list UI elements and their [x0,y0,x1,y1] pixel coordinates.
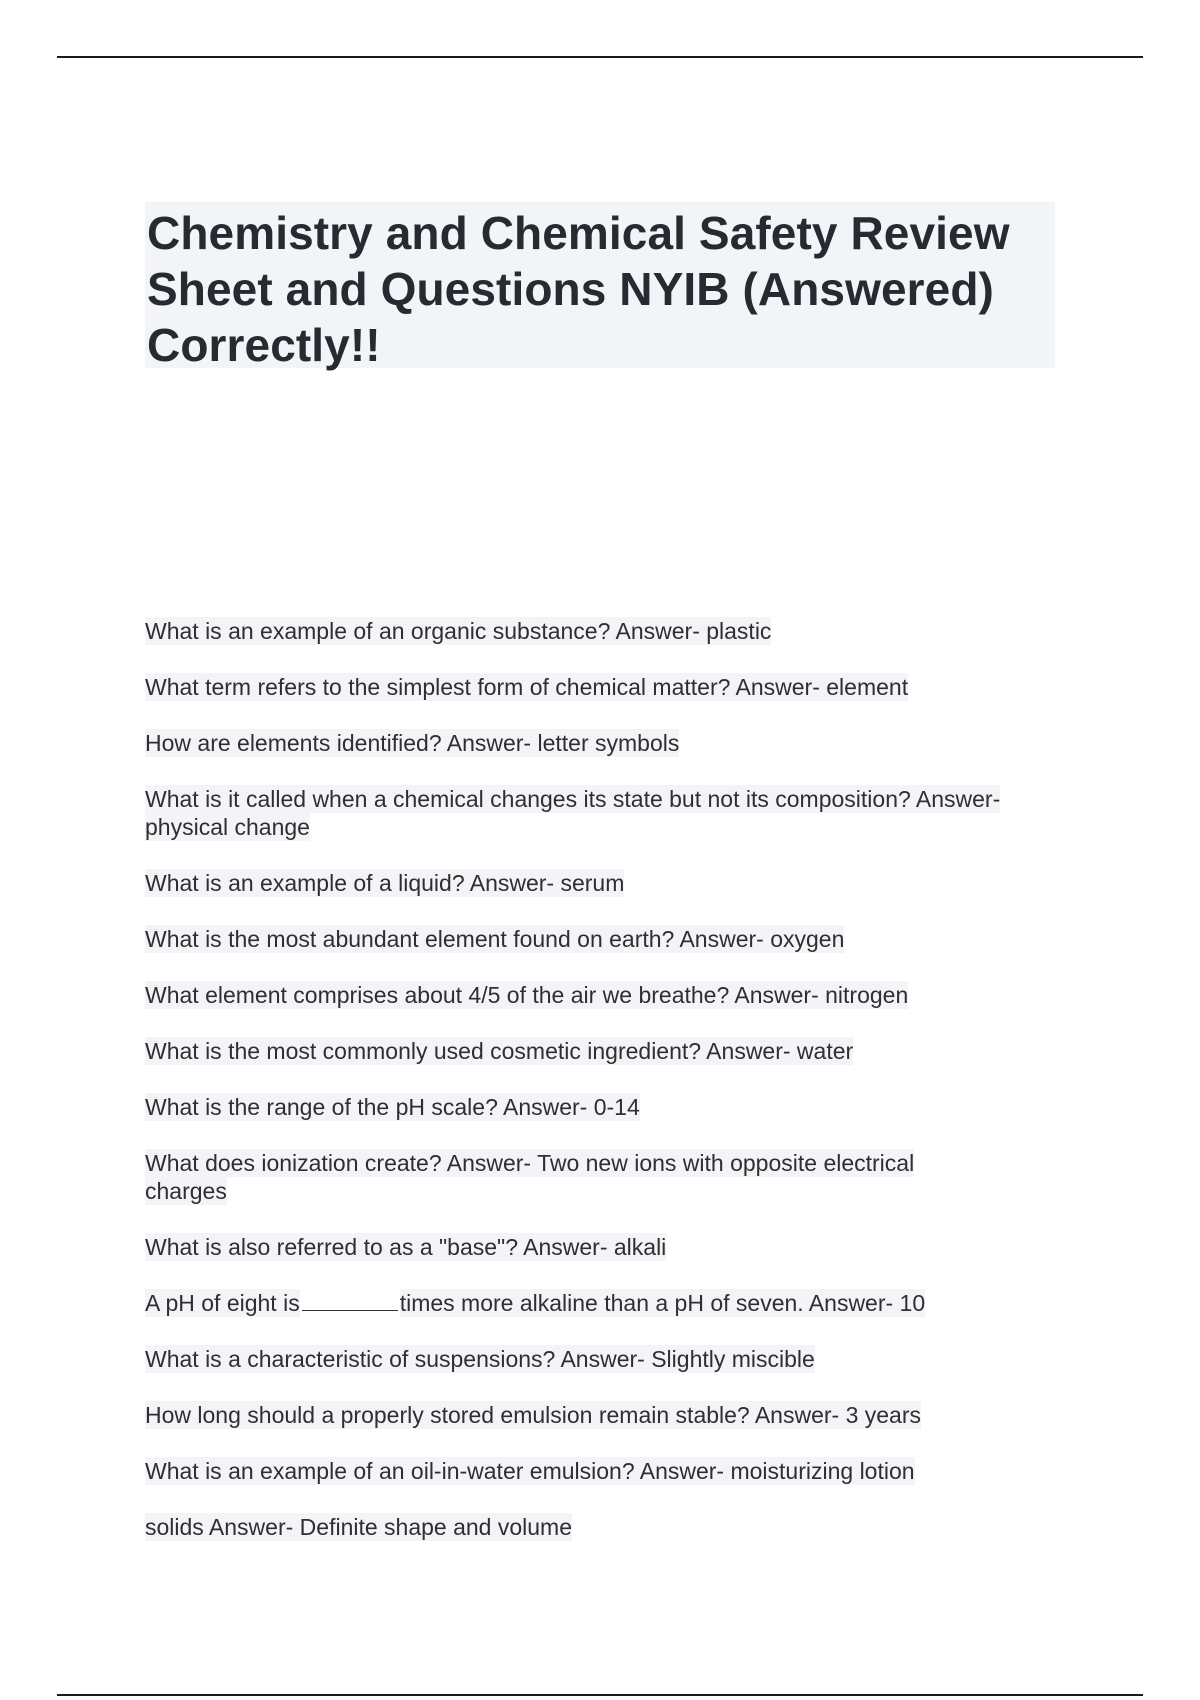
qa-text-post: times more alkaline than a pH of seven. Answer- 10 [399,1290,926,1316]
qa-text: What is a characteristic of suspensions? Answer- Slightly miscible [145,1346,815,1372]
bottom-rule [57,1694,1143,1696]
qa-text: solids Answer- Definite shape and volume [145,1514,573,1540]
qa-item [145,1457,1065,1485]
qa-text: What element comprises about 4/5 of the air we breathe? Answer- nitrogen [145,982,909,1008]
qa-item [145,1401,1065,1429]
fill-in-blank [302,1290,398,1311]
qa-text: What does ionization create? Answer- Two new ions with opposite electrical charges [145,1150,915,1204]
qa-item [145,673,1065,701]
qa-item [145,1513,1065,1541]
qa-item [145,617,1065,645]
qa-item [145,1345,1065,1373]
qa-item [145,925,1065,953]
top-rule [57,56,1143,58]
qa-text: How long should a properly stored emulsion remain stable? Answer- 3 years [145,1402,922,1428]
qa-item [145,1149,975,1205]
qa-item [145,981,1065,1009]
qa-text: What is the most commonly used cosmetic ingredient? Answer- water [145,1038,854,1064]
qa-text-pre: A pH of eight is [145,1290,300,1316]
qa-text: What is an example of an oil-in-water emulsion? Answer- moisturizing lotion [145,1458,915,1484]
qa-text: What is the range of the pH scale? Answer- 0-14 [145,1094,640,1120]
qa-text: What term refers to the simplest form of chemical matter? Answer- element [145,674,909,700]
qa-item [145,1289,1065,1317]
qa-text: What is the most abundant element found on earth? Answer- oxygen [145,926,845,952]
qa-item [145,1233,1065,1261]
qa-item [145,785,1060,841]
qa-item [145,1037,1065,1065]
qa-item [145,729,1065,757]
qa-text: What is an example of a liquid? Answer- serum [145,870,625,896]
document-title: Chemistry and Chemical Safety Review Sheet and Questions NYIB (Answered) Correctly!! [147,207,1010,371]
qa-text: How are elements identified? Answer- letter symbols [145,730,680,756]
qa-item [145,869,1065,897]
qa-list [145,617,1065,1569]
qa-item [145,1093,1065,1121]
qa-text: What is it called when a chemical changes its state but not its composition? Answer- physical change [145,786,1001,840]
qa-text: What is also referred to as a "base"? Answer- alkali [145,1234,667,1260]
title-block [145,202,1055,371]
qa-text: What is an example of an organic substance? Answer- plastic [145,618,772,644]
